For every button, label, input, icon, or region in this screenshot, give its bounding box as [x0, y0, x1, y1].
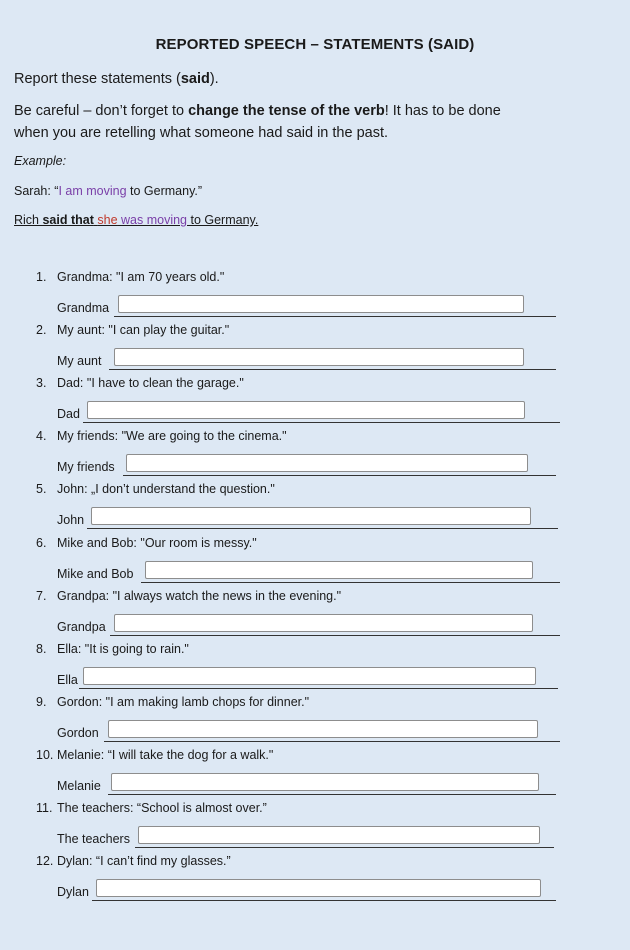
answer-underline: [92, 900, 556, 901]
answer-input[interactable]: [108, 720, 538, 738]
answer-input[interactable]: [87, 401, 525, 419]
example-said: said that: [42, 213, 94, 227]
example-label: Example:: [14, 154, 67, 168]
instruction-text: Be careful – don’t forget to: [14, 103, 189, 119]
exercise-prompt: [36, 642, 189, 656]
exercise-number: 1.: [36, 270, 47, 284]
answer-input[interactable]: [91, 507, 531, 525]
exercise-number: 11.: [36, 801, 53, 815]
exercise-prompt: [36, 482, 275, 496]
exercise-number: 12.: [36, 854, 54, 868]
exercise-number: 7.: [36, 589, 47, 603]
exercise-number: 3.: [36, 376, 47, 390]
exercise-prompt: [36, 589, 341, 603]
answer-subject: My aunt: [57, 354, 102, 368]
instruction-text: ! It has to be done: [384, 103, 501, 119]
exercise-number: 6.: [36, 536, 47, 550]
answer-subject: The teachers: [57, 832, 130, 846]
exercise-prompt: [36, 536, 257, 550]
answer-input[interactable]: [118, 295, 524, 313]
instruction-bold: change the tense of the verb: [188, 103, 385, 119]
exercise-text: Dad: "I have to clean the garage.": [57, 376, 244, 390]
answer-subject: Ella: [57, 673, 78, 687]
exercise-text: Melanie: “I will take the dog for a walk.": [57, 748, 274, 762]
answer-input[interactable]: [114, 348, 524, 366]
example-pronoun: she: [97, 213, 118, 227]
example-text: Sarah: “: [14, 184, 59, 198]
answer-underline: [135, 847, 554, 848]
exercise-text: Grandma: "I am 70 years old.": [57, 270, 225, 284]
instruction-text: Report these statements (: [14, 71, 181, 87]
exercise-prompt: [36, 748, 273, 762]
exercise-text: Grandpa: "I always watch the news in the evening.": [57, 589, 342, 603]
exercise-text: My aunt: "I can play the guitar.": [57, 323, 230, 337]
answer-underline: [109, 369, 556, 370]
exercise-text: Dylan: “I can’t find my glasses.”: [57, 854, 231, 868]
exercise-prompt: [36, 854, 231, 868]
exercise-text: The teachers: “School is almost over.”: [57, 801, 267, 815]
exercise-prompt: [36, 695, 309, 709]
answer-subject: Mike and Bob: [57, 567, 134, 581]
exercise-prompt: [36, 429, 287, 443]
exercise-number: 8.: [36, 642, 47, 656]
exercise-text: Gordon: "I am making lamb chops for dinner.": [57, 695, 310, 709]
answer-underline: [123, 475, 556, 476]
example-report: [14, 213, 258, 227]
answer-input[interactable]: [83, 667, 536, 685]
page-title: REPORTED SPEECH – STATEMENTS (SAID): [155, 36, 475, 53]
answer-subject: Grandpa: [57, 620, 106, 634]
instruction-bold: said: [180, 71, 210, 87]
answer-input[interactable]: [126, 454, 528, 472]
answer-input[interactable]: [138, 826, 540, 844]
exercise-text: John: „I don’t understand the question.": [57, 482, 275, 496]
example-verb: I am moving: [58, 184, 127, 198]
exercise-number: 5.: [36, 482, 47, 496]
exercise-prompt: [36, 801, 267, 815]
exercise-prompt: [36, 270, 224, 284]
answer-subject: Gordon: [57, 726, 99, 740]
exercise-text: Ella: "It is going to rain.": [57, 642, 189, 656]
answer-underline: [83, 422, 560, 423]
exercise-text: My friends: "We are going to the cinema.": [57, 429, 287, 443]
exercise-prompt: [36, 376, 244, 390]
answer-subject: Dad: [57, 407, 80, 421]
answer-underline: [141, 582, 560, 583]
answer-underline: [87, 528, 558, 529]
answer-subject: My friends: [57, 460, 115, 474]
example-text: Rich: [14, 213, 43, 227]
answer-underline: [79, 688, 558, 689]
instruction-line-1: [14, 68, 219, 90]
answer-subject: Melanie: [57, 779, 101, 793]
example-text: to Germany.: [187, 213, 259, 227]
answer-subject: Grandma: [57, 301, 110, 315]
example-text: to Germany.”: [126, 184, 203, 198]
answer-input[interactable]: [111, 773, 539, 791]
answer-input[interactable]: [145, 561, 533, 579]
answer-subject: Dylan: [57, 885, 89, 899]
exercise-number: 2.: [36, 323, 47, 337]
exercise-number: 9.: [36, 695, 47, 709]
answer-subject: John: [57, 513, 85, 527]
exercise-number: 10.: [36, 748, 54, 762]
answer-underline: [108, 794, 556, 795]
example-quote: [14, 184, 202, 198]
instruction-line-3: when you are retelling what someone had said in the past.: [14, 125, 389, 141]
answer-underline: [114, 316, 556, 317]
instruction-line-2: [14, 100, 501, 122]
exercise-text: Mike and Bob: "Our room is messy.": [57, 536, 257, 550]
example-verb: was moving: [121, 213, 188, 227]
answer-underline: [104, 741, 560, 742]
exercise-number: 4.: [36, 429, 47, 443]
answer-underline: [110, 635, 560, 636]
exercise-prompt: [36, 323, 229, 337]
answer-input[interactable]: [114, 614, 533, 632]
answer-input[interactable]: [96, 879, 541, 897]
instruction-text: ).: [209, 71, 219, 87]
